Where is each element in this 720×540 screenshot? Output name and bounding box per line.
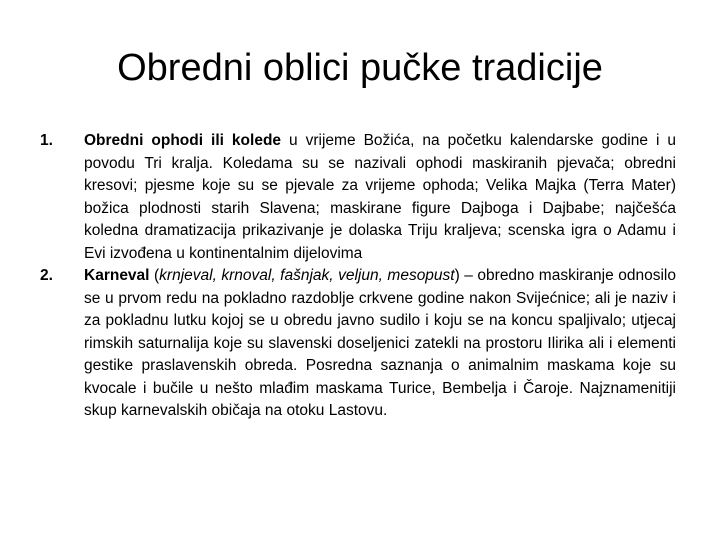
list-item-number: 1. (40, 132, 53, 149)
list-item-text: ) – obredno maskiranje odnosilo se u prvom redu na pokladno razdoblje crkvene godine nakon Svijećnice; ali je naziv i za pokladnu lutku kojoj se u obredu javno sudilo i koju se na koncu spaljivalo; utjecaj rimskih saturnalija koje su slavenski doseljenici zatekli na prostoru Ilirika ali i elementi gestike praslavenskih obreda. Posredna saznanja o animalnim maskama koje su kvocale i bučile u nešto mlađim maskama Turice, Bembelja i Čaroje. Najznamenitiji skup karnevalskih običaja na otoku Lastovu. (84, 267, 676, 419)
slide-title: Obredni oblici pučke tradicije (117, 47, 603, 89)
list-item-paren: ( (149, 267, 160, 284)
list-item-karneval (36, 265, 676, 423)
list-item-text: u vrijeme Božića, na početku kalendarske godine i u povodu Tri kralja. Koledama su se nazivali ophodi maskiranih pjevača; obredni kresovi; pjesme koje su se pjevale za vrijeme ophoda; Velika Majka (Terra Mater) božica plodnosti starih Slavena; maskirane figure Dajboga i Dajbabe; najčešća koledna dramatizacija prikazivanje je dolaska Triju kraljeva; scenska igra o Adamu i Evi izvođena u kontinentalnim dijelovima (84, 132, 677, 262)
list-item-term: Obredni ophodi ili kolede (84, 132, 282, 149)
list-item-koledе (36, 130, 676, 265)
content-list (36, 130, 676, 423)
list-item-synonyms: krnjeval, krnoval, fašnjak, veljun, mesopust (159, 267, 455, 284)
list-item-number: 2. (40, 267, 53, 284)
list-item-term: Karneval (84, 267, 150, 284)
